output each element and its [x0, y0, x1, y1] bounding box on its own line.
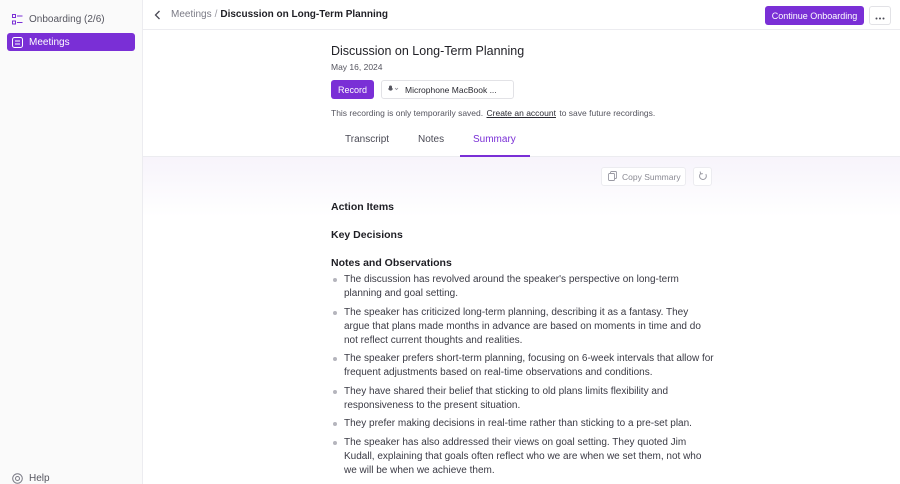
sidebar-item-label: Meetings [29, 36, 70, 48]
regenerate-button[interactable] [693, 167, 712, 186]
tab-bar [143, 126, 900, 157]
continue-onboarding-button[interactable]: Continue Onboarding [765, 6, 864, 25]
more-options-button[interactable] [869, 6, 891, 25]
microphone-select-value: Microphone MacBook ... [405, 84, 497, 95]
page-title: Discussion on Long-Term Planning [331, 44, 525, 58]
notice-text: This recording is only temporarily saved. [331, 108, 484, 118]
sidebar [0, 0, 143, 484]
breadcrumb-separator: / [214, 9, 218, 20]
section-key-decisions: Key Decisions [331, 229, 403, 241]
sidebar-item-label: Onboarding (2/6) [29, 13, 105, 25]
list-item: The discussion has revolved around the speaker's perspective on long-term planning and goal setting. [331, 273, 715, 301]
meetings-icon [12, 37, 23, 48]
top-bar [143, 0, 900, 30]
sidebar-item-meetings[interactable] [7, 33, 135, 51]
sidebar-item-label: Help [29, 472, 50, 484]
breadcrumb-parent[interactable]: Meetings [171, 9, 212, 20]
copy-summary-button[interactable] [601, 167, 686, 186]
copy-icon [608, 171, 617, 183]
ellipsis-icon [875, 7, 885, 25]
breadcrumb [171, 9, 388, 20]
section-action-items: Action Items [331, 201, 395, 213]
refresh-icon [698, 168, 708, 186]
breadcrumb-current: Discussion on Long-Term Planning [220, 9, 388, 20]
tab-notes[interactable]: Notes [418, 134, 445, 145]
notes-list [331, 273, 715, 482]
create-account-link[interactable]: Create an account [486, 108, 556, 118]
back-arrow-icon[interactable] [152, 8, 164, 20]
recording-notice [331, 108, 655, 118]
checklist-icon [12, 14, 23, 25]
list-item: They have shared their belief that sticking to old plans limits flexibility and responsiveness to the present situation. [331, 385, 715, 413]
list-item: They prefer making decisions in real-time rather than sticking to a pre-set plan. [331, 417, 715, 431]
microphone-icon [388, 85, 399, 95]
help-icon [12, 473, 23, 484]
sidebar-item-onboarding[interactable] [7, 10, 135, 28]
list-item: The speaker has also addressed their views on goal setting. They quoted Jim Kudall, explaining that goals often reflect who we are when we set them, not who we will be when we achieve them. [331, 436, 715, 478]
copy-summary-label: Copy Summary [622, 171, 681, 182]
recording-date: May 16, 2024 [331, 62, 383, 72]
tab-transcript[interactable]: Transcript [345, 134, 390, 145]
notice-text-end: to save future recordings. [559, 108, 656, 118]
sidebar-item-help[interactable] [7, 469, 135, 484]
tab-summary[interactable]: Summary [473, 134, 516, 145]
list-item: The speaker has criticized long-term planning, describing it as a fantasy. They argue that plans made months in advance are based on moments in time and do not reflect current thoughts and realities. [331, 306, 715, 348]
record-button[interactable]: Record [331, 80, 374, 99]
list-item: The speaker prefers short-term planning, focusing on 6-week intervals that allow for frequent adjustments based on real-time observations and conditions. [331, 352, 715, 380]
section-notes-observations: Notes and Observations [331, 257, 452, 269]
microphone-select[interactable] [381, 80, 514, 99]
